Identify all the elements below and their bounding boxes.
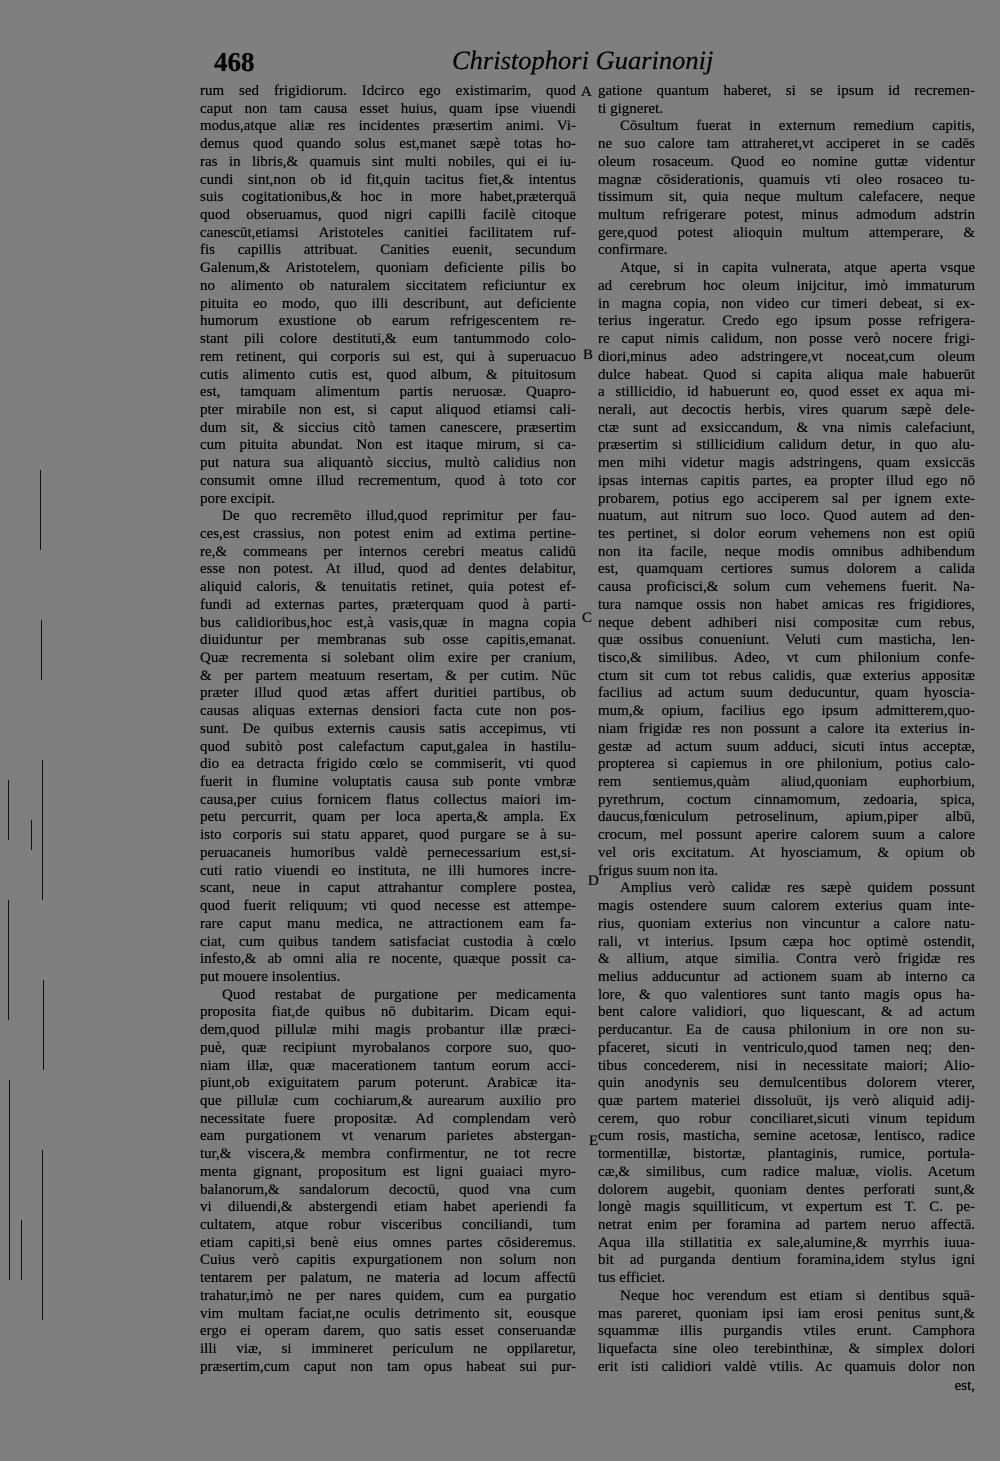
text-line: stant pili colore destituti,& eum tantummodo colo- <box>200 331 576 348</box>
text-line: fuerit in flumine voluptatis causa sub ponte vmbræ <box>200 774 576 791</box>
text-line: magis ostendere suum calorem exterius quam inte- <box>598 898 975 915</box>
text-line: melius adducuntur ad actionem suam ab interno ca <box>598 968 975 985</box>
text-line: put mouere insolentius. <box>200 968 341 985</box>
text-line: scant, neue in caput attrahantur complere postea, <box>200 880 576 897</box>
text-line: ipsas internas capitis partes, ea propter illud ego nō <box>598 472 975 489</box>
text-line: quæ ossibus conueniunt. Veluti cum masticha, len- <box>598 632 975 649</box>
binding-edge-mark <box>42 760 43 900</box>
text-line: tentarem per palatum, ne materia ad locum affectū <box>200 1270 576 1287</box>
text-line: Amplius verò calidæ res sæpè quidem possunt <box>620 880 975 897</box>
text-line: non ita facile, neque modis omnibus adhibendum <box>598 543 975 560</box>
text-line: lore, & quo valentiores sunt tanto magis opus ha- <box>598 986 975 1003</box>
margin-letter-c: C <box>582 610 593 626</box>
text-line: & allium, atque similia. Contra verò frigidæ res <box>598 951 975 968</box>
text-line: Cuius verò capitis expurgationem non solum non <box>200 1252 576 1269</box>
text-line: præsertim,cum caput non tam opus habeat sui pur- <box>200 1358 576 1375</box>
text-line: canescūt,etiamsi Aristoteles canitiei facilitatem ruf- <box>200 224 576 241</box>
text-line: mas pareret, quoniam ipsi iam erosi penitus sunt,& <box>598 1305 975 1322</box>
text-line: re,& commeans per internos cerebri meatus calidū <box>200 543 576 560</box>
text-line: est, quamquam certiores sumus dolorem a calida <box>598 561 975 578</box>
text-line: rali, vt interius. Ipsum cæpa hoc optimè ostendit, <box>598 933 975 950</box>
text-line: a stillicidio, id habuerunt eo, quod esset ex aqua mi- <box>598 384 975 401</box>
text-line: vim multam faciat,ne oculis detrimento sit, eousque <box>200 1305 576 1322</box>
text-line: dio ea detracta frigido cœlo se commiserit, vti quod <box>200 756 576 773</box>
text-line: in magna copia, non video cur timeri debeat, si ex- <box>598 295 975 312</box>
text-line: quod subitò post calefactum caput,galea in hastilu- <box>200 738 576 755</box>
text-line: est, tamquam alimentum partis neruosæ. Quapro- <box>200 384 576 401</box>
text-line: probarem, potius ego acciperem sal per ignem exte- <box>598 490 975 507</box>
text-line: rius, quoniam exterius non vincuntur a calore natu- <box>598 915 975 932</box>
text-line: ctæ sunt ad exsiccandum, & vna nimis calefaciunt, <box>598 419 975 436</box>
text-line: proposita fiat,de quibus nō dubitarim. Dicam equi- <box>200 1004 576 1021</box>
text-line: tibus concederem, nisi in necessitate maiori; Alio- <box>598 1057 975 1074</box>
text-line: Quod restabat de purgatione per medicamenta <box>222 986 576 1003</box>
margin-letter-e: E <box>589 1133 599 1149</box>
text-line: tes pertinet, si dolor eorum vehemens non est opiū <box>598 525 975 542</box>
binding-edge-mark <box>42 1150 43 1320</box>
text-line: cerem, quo robur conciliaret,sicuti vinum tepidum <box>598 1110 975 1127</box>
paragraph <box>598 1288 975 1377</box>
text-line: netrat enim per foramina ad partem neruo affectā. <box>598 1217 975 1233</box>
text-line: menta gignant, propositum est ligni guaiaci myro- <box>200 1163 576 1180</box>
text-line: puè, quæ recipiunt myrobalanos corpore suo, quo- <box>200 1039 576 1056</box>
text-line: mum,& opium, facilius ego ipsum admitterem,quo- <box>598 703 975 720</box>
text-line: infesto,& ab omni alia re nocente, quæque possit ca- <box>200 951 576 968</box>
text-line: erit isti calidiori valdè vtilis. Ac quamuis dolor non <box>598 1358 975 1375</box>
text-line: vi diluendi,& abstergendi etiam habet aperiendi fa <box>200 1199 576 1216</box>
text-line: squammæ illis purgandis vtiles erunt. Camphora <box>598 1323 975 1340</box>
binding-edge-mark <box>40 470 41 550</box>
text-line: tisco,& similibus. Adeo, vt cum philonium confe- <box>598 650 975 666</box>
text-line: ne suo calore tam attraheret,vt acciperet in se cadēs <box>598 136 975 153</box>
text-line: gere,quod potest alioquin multum attemperare, & <box>598 224 975 241</box>
text-line: facilius ad actum suum deducuntur, quam hyoscia- <box>598 685 975 702</box>
text-line: suis cogitationibus,& hoc in more habet,præterquā <box>200 189 576 206</box>
text-line: demus quod quando solus est,manet sæpè totas ho- <box>200 136 576 153</box>
text-line: que pillulæ cum cochiarum,& aurearum auxilio pro <box>200 1092 576 1109</box>
text-line: modus,atque aliæ res incidentes præsertim animi. Vi- <box>200 118 576 135</box>
paragraph <box>200 83 576 508</box>
text-line: aliquid caloris, & tenuitatis retinet, quia potest ef- <box>200 579 576 596</box>
text-line: pore excipit. <box>200 490 275 507</box>
text-line: consumit omne illud recrementum, quod à toto cor <box>200 472 576 489</box>
text-line: quod obseruamus, quod nigri capilli facilè citoque <box>200 207 576 224</box>
text-line: rem sentiemus,quàm aliud,quoniam euphorbium, <box>598 774 975 791</box>
text-line: cutis alimento cutis est, quod album, & pituitosum <box>200 366 576 383</box>
text-line: no alimento ob naturalem siccitatem reficiuntur ex <box>200 277 576 294</box>
text-line: cuti ratio viuendi eo instituta, ne illi humores incre- <box>200 862 576 879</box>
text-line: tissimum sit, quia neque multum calefacere, neque <box>598 189 975 206</box>
text-line: cum pituita abundat. Non est itaque mirum, si ca- <box>200 437 576 454</box>
text-line: ergo ei operam darem, quo satis esset conseruandæ <box>200 1323 576 1340</box>
paragraph <box>598 880 975 1288</box>
paragraph <box>598 260 975 880</box>
margin-letter-a: A <box>581 84 592 100</box>
text-line: dum sit, & siccius citò tamen canescere, præsertim <box>200 419 576 436</box>
text-line: & per partem meatuum resertam, & per cutim. Nūc <box>200 667 576 684</box>
text-line: diori,minus adeo adstringere,vt noceat,cum oleum <box>598 348 975 365</box>
text-line: eam purgationem vt venarum parietes abstergan- <box>200 1128 576 1145</box>
text-line: re caput nimis calidum, non posse verò nocere frigi- <box>598 331 975 348</box>
text-line: caput non tam causa esset huius, quam ipse viuendi <box>200 100 576 117</box>
text-line: gestæ ad actum suum adduci, sicuti intus acceptæ, <box>598 738 975 755</box>
text-line: cultatem, atque robur visceribus conciliandi, tum <box>200 1217 576 1233</box>
text-line: rare caput manu medica, ne attractionem eam fa- <box>200 915 576 932</box>
text-line: gatione quantum haberet, si se ipsum id recremen- <box>598 83 975 99</box>
text-line: ctum sit cum tot rebus calidis, quæ exterius appositæ <box>598 667 975 684</box>
text-line: peruacaneis humoribus valdè pernecessarium est,si- <box>200 844 576 861</box>
catchword: est, <box>954 1378 975 1394</box>
text-line: niam illæ, quæ macerationem tantum eorum acci- <box>200 1057 576 1074</box>
text-line: dem,quod pillulæ mihi magis probantur illæ præci- <box>200 1022 576 1039</box>
margin-letter-d: D <box>588 873 599 889</box>
text-line: ciat, cum quibus tandem satisfaciat custodia à cœlo <box>200 933 576 950</box>
text-line: Cōsultum fuerat in externum remedium capitis, <box>620 118 975 135</box>
text-line: necessitate fuere propositæ. Ad complendam verò <box>200 1110 576 1127</box>
text-line: pfaceret, sicuti in ventriculo,quod tamen neq; den- <box>598 1039 975 1056</box>
text-line: nuatum, aut nitrum suo loco. Quod autem ad den- <box>598 508 975 525</box>
text-line: quod fuerit reliquum; vti quod necesse est attempe- <box>200 898 576 915</box>
text-line: fundi ad externas partes, præterquam quod à parti- <box>200 596 576 613</box>
text-line: magnæ cōsiderationis, quamuis vti oleo rosaceo tu- <box>598 171 975 188</box>
text-line: cum rosis, masticha, semine acetosæ, lentisco, radice <box>598 1128 975 1145</box>
text-line: rum sed frigidiorum. Idcirco ego existimarim, quod <box>200 83 576 99</box>
text-line: illi viæ, si immineret periculum ne oppilaretur, <box>200 1341 576 1358</box>
text-line: etiam capiti,si benè eius omnes partes cōsideremus. <box>200 1234 576 1251</box>
text-line: sunt. De quibus externis causis satis accepimus, vti <box>200 720 576 737</box>
text-line: frigus suum non ita. <box>598 862 718 879</box>
text-line: ces,est crassius, non potest enim ad extima pertine- <box>200 525 576 542</box>
paragraph <box>200 508 576 986</box>
text-line: De quo recremēto illud,quod reprimitur per fau- <box>222 508 576 525</box>
text-line: tus efficiet. <box>598 1270 666 1287</box>
binding-edge-mark <box>21 1220 22 1280</box>
text-line: pter mirabile non est, si caput aliquod etiamsi cali- <box>200 401 576 418</box>
right-text-column <box>598 83 975 1376</box>
text-line: cundi sint,non ob id fit,quin tacitus fiet,& intentus <box>200 171 576 188</box>
text-line: tura namque ossis non habet amicas res frigidiores, <box>598 596 975 613</box>
text-line: trahatur,imò ne per nares quidem, cum ea purgatio <box>200 1287 576 1304</box>
binding-edge-mark <box>43 980 44 1070</box>
text-line: pituita eo modo, quo illi describunt, aut deficiente <box>200 295 576 312</box>
text-line: vel oris excitatum. At hyosciamum, & opium ob <box>598 844 975 861</box>
margin-letter-b: B <box>583 347 594 363</box>
text-line: bent calore validiori, quo liquescant, & ad actum <box>598 1004 975 1021</box>
text-line: ad cerebrum hoc oleum inijcitur, imò immaturum <box>598 277 975 294</box>
binding-edge-mark <box>41 620 42 680</box>
text-line: fis capillis attribuat. Canities euenit, secundum <box>200 242 576 259</box>
text-line: rem retinent, qui corporis sui est, qui à superuacuo <box>200 348 576 365</box>
text-line: Atque, si in capita vulnerata, atque aperta vsque <box>620 260 975 277</box>
text-line: ti gigneret. <box>598 100 663 117</box>
text-line: oleum rosaceum. Quod eo nomine guttæ videntur <box>598 153 975 170</box>
text-line: Quæ recrementa si solebant olim exire per cranium, <box>200 650 576 666</box>
running-title: Christophori Guarinonij <box>452 45 714 75</box>
text-line: liquefacta sine oleo terebinthinæ, & simplex dolori <box>598 1341 975 1358</box>
text-line: causa proficisci,& solum cum vehemens fuerit. Na- <box>598 579 975 596</box>
text-line: crocum, mel possunt aperire calorem suum a calore <box>598 827 975 844</box>
text-line: terius ingeratur. Credo ego ipsum posse refrigera- <box>598 313 975 330</box>
text-line: dolorem augebit, quoniam dentes perforati sunt,& <box>598 1181 975 1198</box>
text-line: humorum exustione ob earum refrigescentem re- <box>200 313 576 330</box>
text-line: put natura sua aliquantò siccius, multò calidius non <box>200 455 576 472</box>
binding-edge-mark <box>9 1080 10 1280</box>
paragraph <box>200 987 576 1377</box>
text-line: esse non potest. At illud, quod ad dentes delabitur, <box>200 561 576 578</box>
text-line: tur,& viscera,& membra confirmentur, ne tot recre <box>200 1146 576 1163</box>
paragraph <box>598 83 975 118</box>
text-line: men mihi videtur magis adstringens, quam exsiccās <box>598 455 975 472</box>
text-line: bus calidioribus,hoc est,à vasis,quæ in magna copia <box>200 614 576 631</box>
text-line: nerali, aut decoctis herbis, vires quarum sæpè dele- <box>598 401 975 418</box>
paragraph <box>598 118 975 260</box>
text-line: multum refrigerare potest, minus admodum adstrin <box>598 207 975 224</box>
text-line: dulce habeat. Quod si capita aliqua male habuerūt <box>598 366 975 383</box>
text-line: petu percurrit, quam per loca aperta,& ampla. Ex <box>200 809 576 826</box>
text-line: bit ad purganda dentium foramina,idem stylus igni <box>598 1252 975 1269</box>
left-text-column <box>200 83 576 1376</box>
binding-edge-mark <box>31 820 32 850</box>
text-line: Aqua illa stillatitia ex sale,alumine,& myrrhis iuua- <box>598 1234 975 1251</box>
text-line: confirmare. <box>598 242 668 259</box>
page-number: 468 <box>214 47 255 77</box>
text-line: balanorum,& sandalorum decoctū, quod vna cum <box>200 1181 576 1198</box>
text-line: causa,per cuius fornicem flatus collectus maiori im- <box>200 791 576 808</box>
text-line: tormentillæ, bistortæ, plantaginis, rumice, portula- <box>598 1146 975 1163</box>
binding-edge-mark <box>8 900 9 1020</box>
text-line: præsertim si stillicidium calidum detur, in quo alu- <box>598 437 975 454</box>
text-line: neque debent adhiberi nisi compositæ cum rebus, <box>598 614 975 631</box>
text-line: Galenum,& Aristotelem, quoniam deficiente pilis bo <box>200 260 576 277</box>
binding-edge-mark <box>8 780 9 840</box>
text-line: cæ,& similibus, cum radice maluæ, violis. Acetum <box>598 1163 975 1180</box>
text-line: piunt,ob exiguitatem parum poterunt. Arabicæ ita- <box>200 1075 576 1092</box>
text-line: Neque hoc verendum est etiam si dentibus squā- <box>620 1287 975 1304</box>
text-line: daucus,fœniculum petroselinum, apium,piper albū, <box>598 809 975 826</box>
text-line: diuiduntur per membranas sub osse capitis,emanat. <box>200 632 576 649</box>
text-line: longè magis squilliticum, vt expertum est T. C. pe- <box>598 1199 975 1216</box>
text-line: quæ partem materiei dissoluūt, ijs verò aliquid adij- <box>598 1092 975 1109</box>
text-line: quin anodynis seu demulcentibus dolorem vterer, <box>598 1075 975 1092</box>
text-line: præter illud quod ætas affert duritiei partibus, ob <box>200 685 576 702</box>
text-line: pyrethrum, coctum cinnamomum, zedoaria, spica, <box>598 791 975 808</box>
text-line: causas aliquas externas densiori facta cute non pos- <box>200 703 576 720</box>
text-line: propterea si capiemus in ore philonium, potius calo- <box>598 756 975 773</box>
text-line: ras in libris,& quamuis sint multi nobiles, qui ei iu- <box>200 153 576 170</box>
text-line: isto corporis sui statu apparet, quod purgare se à su- <box>200 827 576 844</box>
text-line: perducantur. Ea de causa philonium in ore non su- <box>598 1022 975 1039</box>
text-line: niam frigidæ res non possunt a calore ita exterius in- <box>598 720 975 737</box>
